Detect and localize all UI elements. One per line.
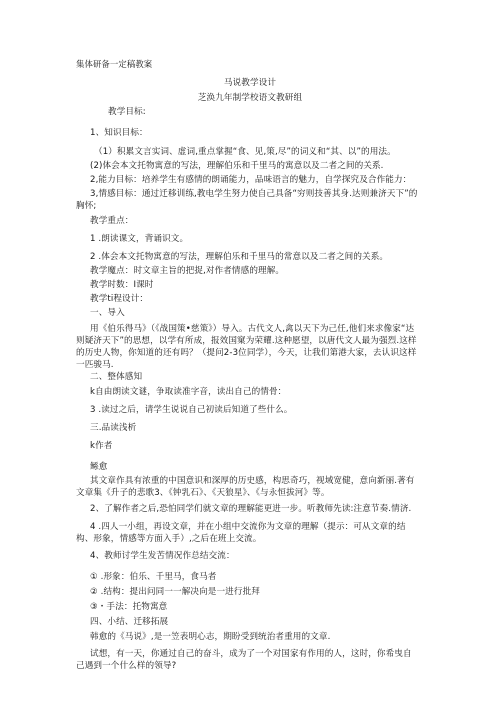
text-line: 2、了解作者之后,恐怕同学们就文章的理解能更进一步。听教师先读:注意节奏.情济. [90,504,412,514]
text-line: k自由朗读文谜，争取读准字音，读出自己的情骨： [90,387,287,397]
text-line: 教学时数：I课时 [90,280,154,290]
text-line: 用《伯乐得马》（《战国策•慈策》）导入。古代文人,禽以天下为己任,他们来求像家“达则疑济天下”的思想，以学有所成，报效国窠为荣耀.这种愿望，以唐代文人最为强烈.这样的历史人物，你知道的还有吗？（提问2-3位同学），今天，让我们第港大家，去认识这样一匹骏马. [76,324,417,370]
section-heading: 教学目标: [108,107,146,117]
text-line: 韩愈的《马说》,是一笠表明心志，期盼受到统治者重用的文章. [90,632,331,642]
text-line: ② .结构：提出问同一一解决向是一进行批拜 [90,587,260,597]
section-heading: 二、整体感知 [90,372,143,382]
text-line: 教学魔点：时文章主旨的把捉,对作者情感的理解。 [90,266,285,276]
section-heading: 三.品读浅析 [90,423,137,433]
text-line: 鲧愈 [90,462,108,472]
text-line: （1）积累文言实词、虚词,重点掌握“食、见,策,尽”的词义和“其、以”的用法。 [94,147,396,157]
text-line: 4、教师讨学生发苦情况作总结交流： [90,551,235,561]
section-heading: 一、导入 [90,308,125,318]
header-label: 集体研备一定稿教案 [76,59,153,69]
text-line: 2,能力目标：培养学生有感情的朗诵能力，品味语言的魅力，自学探究及合作能力： [90,175,412,185]
section-heading: 教学重点： [90,216,134,226]
text-line: 1 .朗读课文，背诵识文。 [90,234,189,244]
text-line: 3,情感目标：通过迁移训练,教电学生努力使自己具备“穷则技善其身.达则兼济天下”的胸怀; [76,189,418,211]
text-line: 试想，有一天，你通过自己的奋斗，成为了一个对国家有作用的人，这时，你希曳自己遇到一个什么样的领导? [76,649,412,671]
doc-title: 马说教学设计 [223,78,277,88]
text-line: k作者 [90,441,113,451]
text-line: 1、知识目标： [90,128,148,138]
text-line: 其文章作具有浓重的中国意识和深厚的历史感，构思奇巧，视域宽健，意向新丽.著有文章集《升子的悲歌3、《钟乳石》、《天狼星》、《与永恒拔河》等。 [76,476,415,498]
text-line: 3 .读过之后，请学生说说自己初读后知道了些什么。 [90,405,293,415]
text-line: 4 .四人一小组，再设文章，并在小组中交流你为文章的理解（提示：可从文章的结构、形象，情感等方面入手）,之后在班上交流。 [76,522,406,544]
section-heading: 教学ti程设计： [90,294,149,304]
text-line: 2 .体会本文托物寓意的写法，理解伯乐和千里马的常意以及二者之间的关系。 [90,252,389,262]
text-line: ③・手法：托物寓意 [90,602,168,612]
text-line: ① .形象：伯乐、千里马，食马者 [90,572,217,582]
section-heading: 四、小结、迁移拓展 [90,617,169,627]
text-line: (2)体会本文托物寓意的写法，理解伯乐和千里马的寓意以及二者之间的关系. [90,161,384,171]
doc-subtitle: 芝涣九年制学校语文教研组 [197,93,303,103]
